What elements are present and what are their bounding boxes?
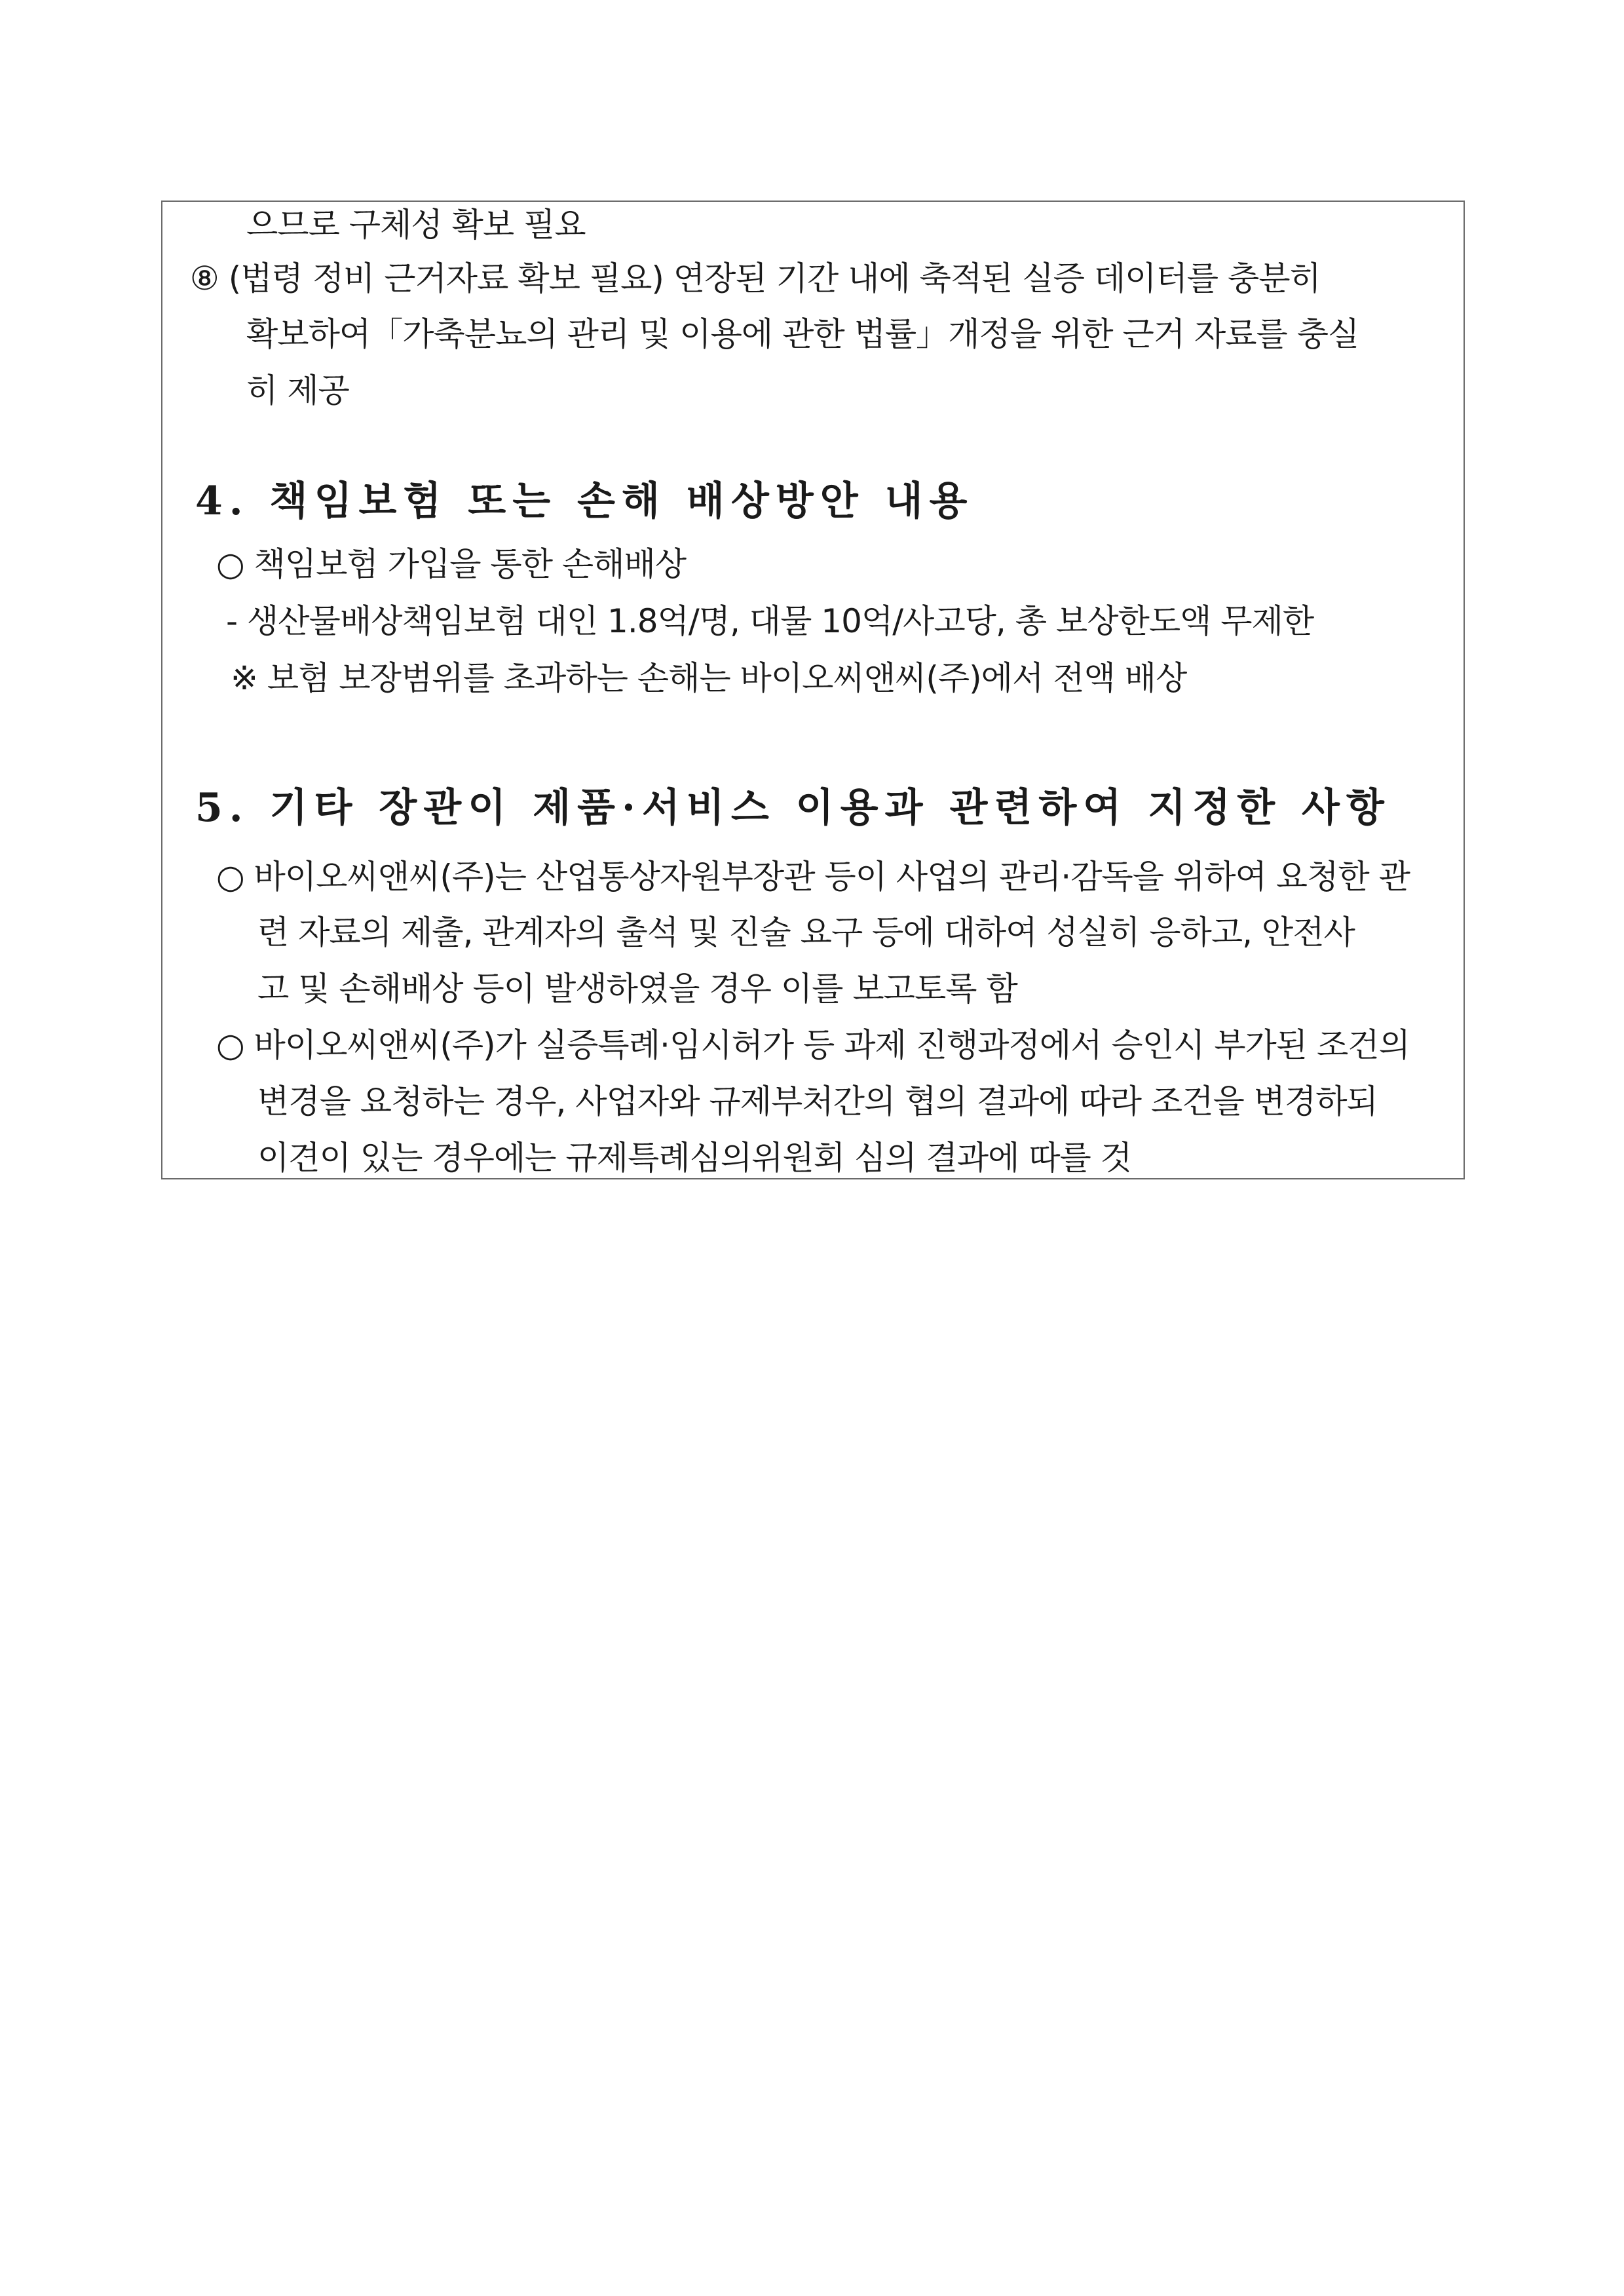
section5-bullet2-line2: 변경을 요청하는 경우, 사업자와 규제부처간의 협의 결과에 따라 조건을 변경하되 [257,1082,1378,1120]
item8-line3: 히 제공 [246,372,349,410]
section5-heading: 5. 기타 장관이 제품·서비스 이용과 관련하여 지정한 사항 [195,785,1391,831]
continuation-line: 으므로 구체성 확보 필요 [246,206,586,244]
section5-bullet1-line3: 고 및 손해배상 등이 발생하였을 경우 이를 보고토록 함 [257,970,1017,1008]
section5-bullet2-line1: ○ 바이오씨앤씨(주)가 실증특례·임시허가 등 과제 진행과정에서 승인시 부가된 조건의 [216,1026,1410,1064]
item8-line2: 확보하여「가축분뇨의 관리 및 이용에 관한 법률」개정을 위한 근거 자료를 충실 [246,315,1359,353]
section4-bullet: ○ 책임보험 가입을 통한 손해배상 [216,545,687,583]
item8-line1: ⑧ (법령 정비 근거자료 확보 필요) 연장된 기간 내에 축적된 실증 데이터를 충분히 [190,259,1321,297]
section4-note: ※ 보험 보장범위를 초과하는 손해는 바이오씨앤씨(주)에서 전액 배상 [231,659,1187,697]
section4-dash-item: - 생산물배상책임보험 대인 1.8억/명, 대물 10억/사고당, 총 보상한도액 무제한 [226,602,1314,640]
section4-heading: 4. 책임보험 또는 손해 배상방안 내용 [195,478,974,524]
section5-bullet1-line1: ○ 바이오씨앤씨(주)는 산업통상자원부장관 등이 사업의 관리·감독을 위하여 요청한 관 [216,858,1410,896]
section5-bullet2-line3: 이견이 있는 경우에는 규제특례심의위원회 심의 결과에 따를 것 [257,1139,1132,1177]
section5-bullet1-line2: 련 자료의 제출, 관계자의 출석 및 진술 요구 등에 대하여 성실히 응하고, 안전사 [257,913,1355,951]
